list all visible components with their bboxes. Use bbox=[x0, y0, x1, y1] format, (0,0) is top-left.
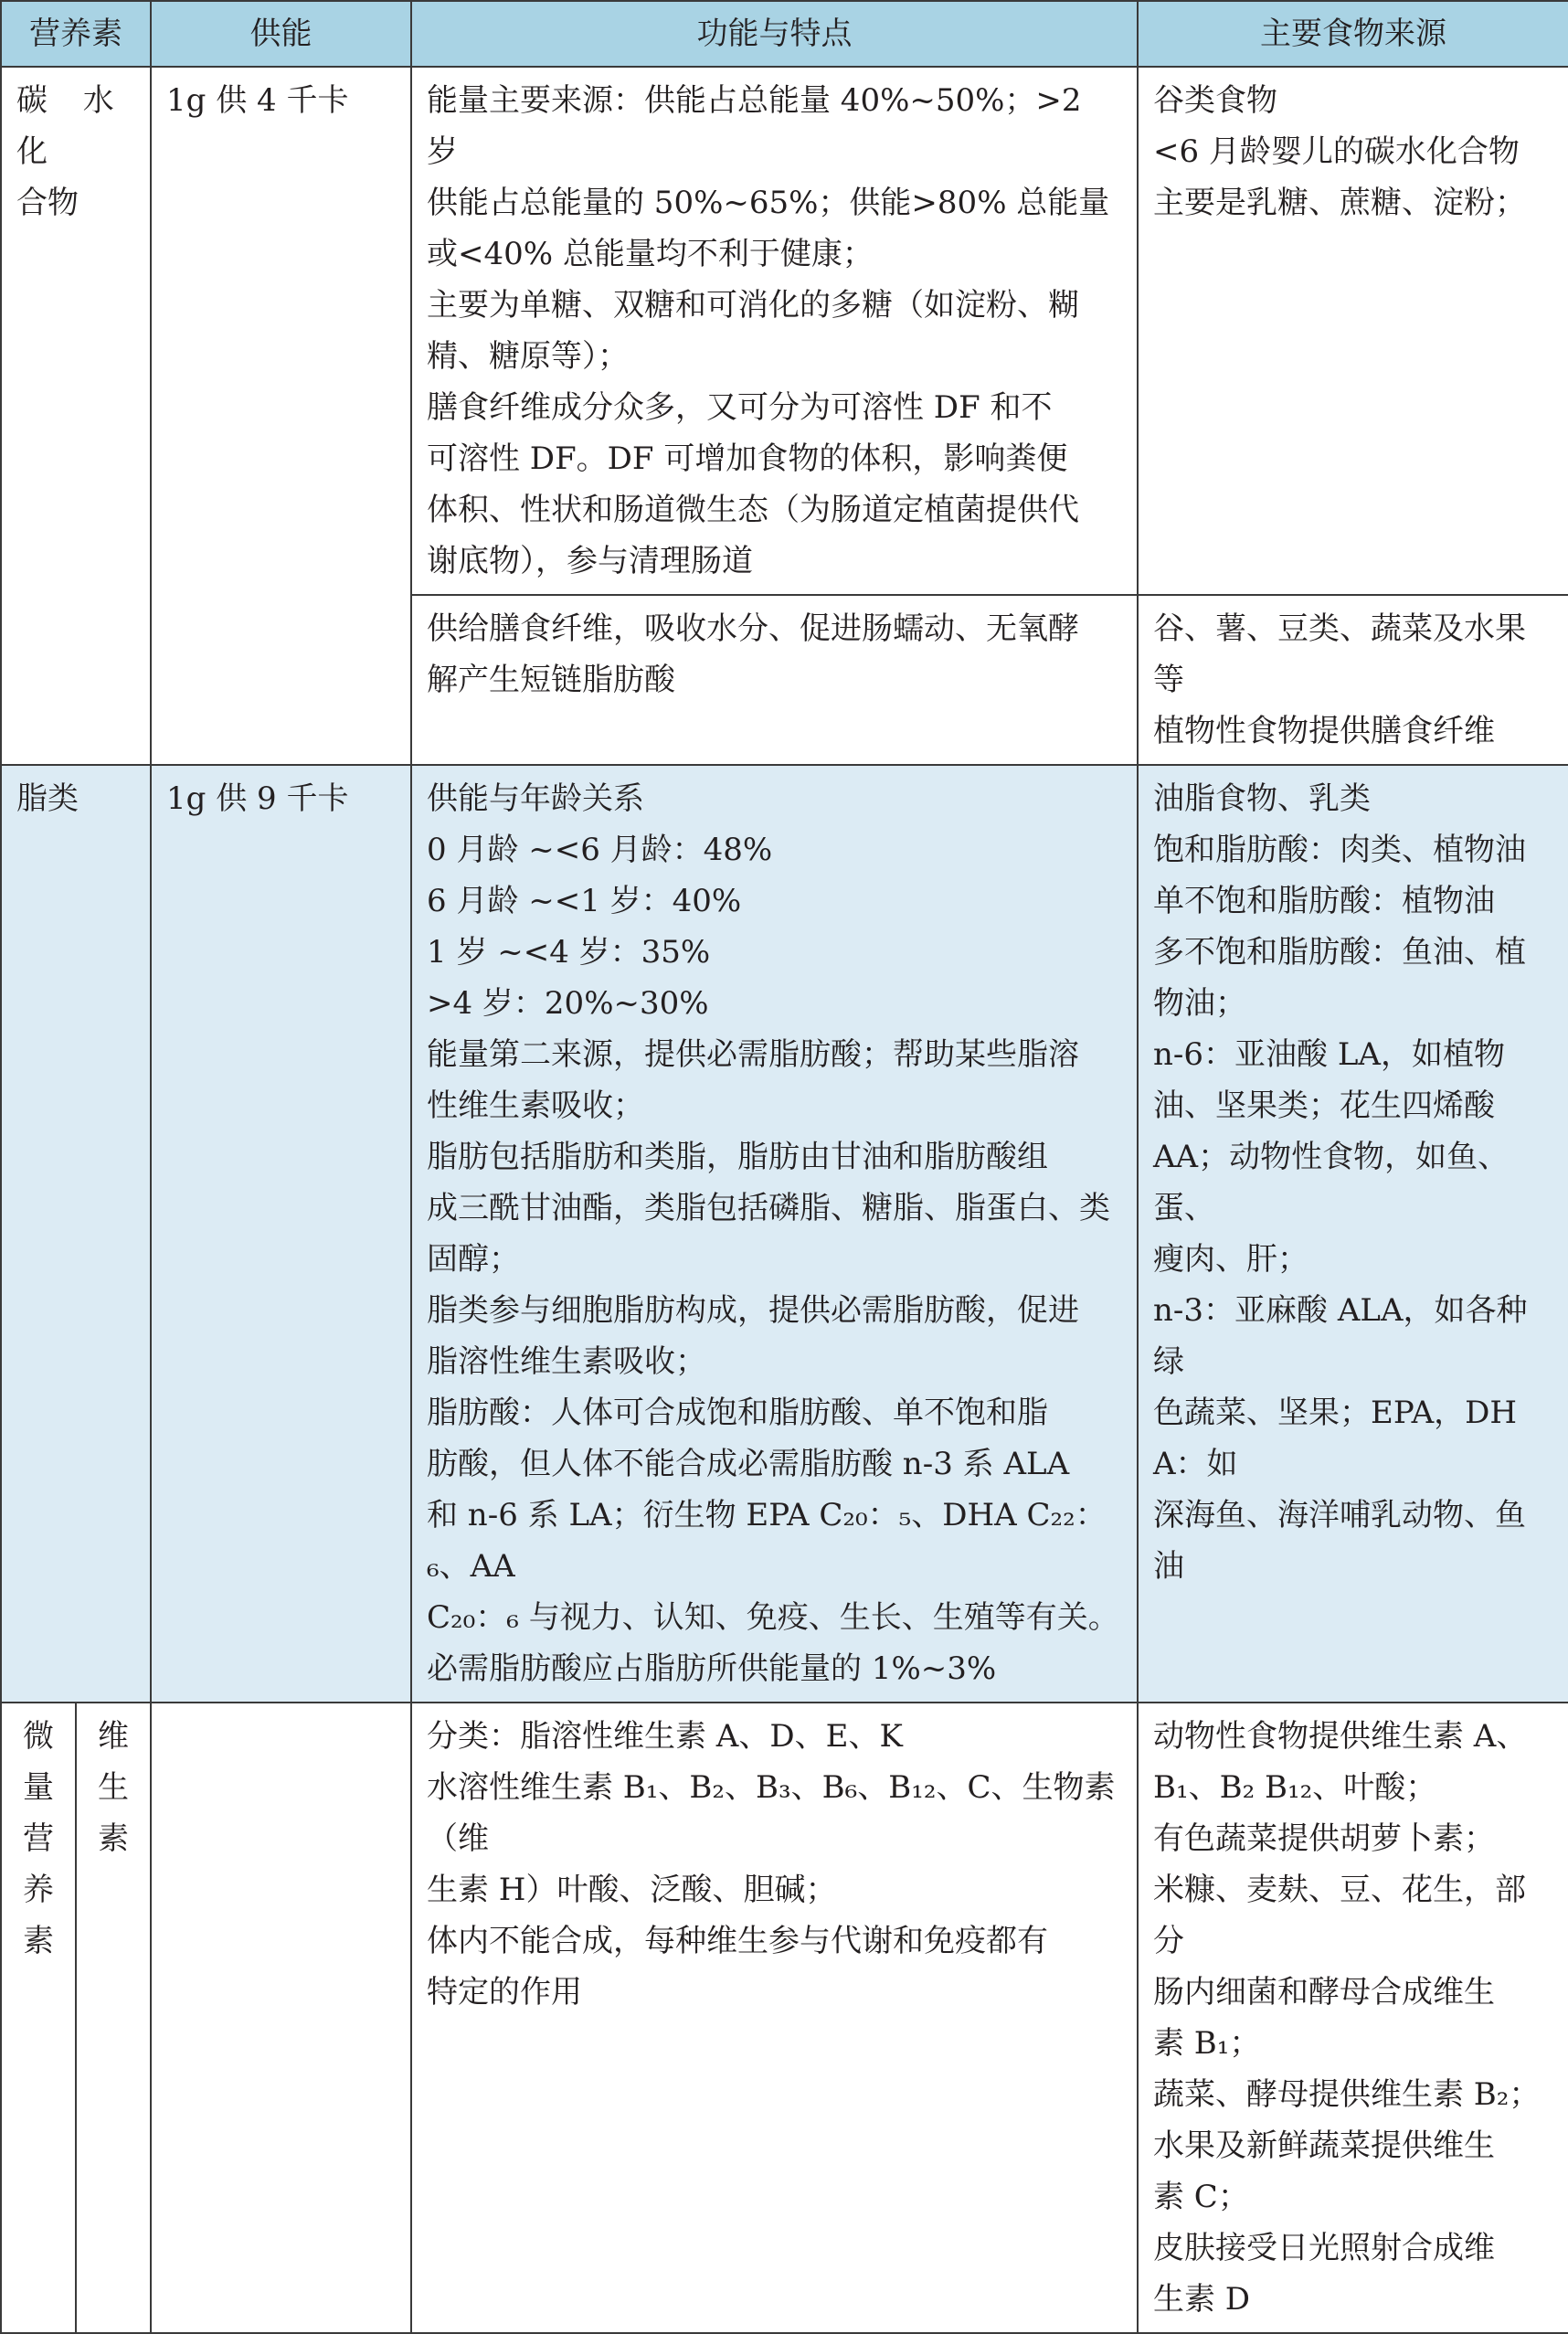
function-line: 能量第二来源，提供必需脂肪酸；帮助某些脂溶 bbox=[427, 1036, 1079, 1073]
source-line: 素 C； bbox=[1153, 2179, 1249, 2215]
function-line: 6 月龄 ~<1 岁：40% bbox=[427, 883, 742, 919]
source-line: 深海鱼、海洋哺乳动物、鱼油 bbox=[1153, 1497, 1526, 1585]
nutrient-name-line: 碳 水 化 bbox=[16, 82, 127, 170]
source-line: 主要是乳糖、蔗糖、淀粉； bbox=[1153, 185, 1526, 221]
micronutrient-char: 营 bbox=[23, 1820, 54, 1857]
source-line: 素 B₁； bbox=[1153, 2025, 1261, 2062]
function-line: 膳食纤维成分众多，又可分为可溶性 DF 和不 bbox=[427, 389, 1053, 426]
source-line: 肠内细菌和酵母合成维生 bbox=[1153, 1974, 1495, 2010]
source-fiber bbox=[1138, 595, 1568, 765]
source-line: 米糠、麦麸、豆、花生，部分 bbox=[1153, 1872, 1526, 1959]
energy-lipid: 1g 供 9 千卡 bbox=[151, 765, 411, 1703]
source-line: <6 月龄婴儿的碳水化合物 bbox=[1153, 133, 1520, 170]
nutrient-name-vitamin bbox=[76, 1703, 151, 2333]
source-line: 饱和脂肪酸：肉类、植物油 bbox=[1153, 832, 1526, 868]
source-line: 蔬菜、酵母提供维生素 B₂； bbox=[1153, 2076, 1541, 2113]
function-line: 0 月龄 ~<6 月龄：48% bbox=[427, 832, 773, 868]
header-nutrient: 营养素 bbox=[1, 1, 151, 67]
source-line: 植物性食物提供膳食纤维 bbox=[1153, 713, 1495, 749]
function-lipid bbox=[411, 765, 1138, 1703]
function-line: 固醇； bbox=[427, 1241, 520, 1278]
function-line: 体积、性状和肠道微生态（为肠道定植菌提供代 bbox=[427, 492, 1079, 528]
function-line: 肪酸，但人体不能合成必需脂肪酸 n-3 系 ALA bbox=[427, 1446, 1070, 1482]
source-vitamin bbox=[1138, 1703, 1568, 2333]
function-line: 或<40% 总能量均不利于健康； bbox=[427, 236, 874, 272]
micronutrient-char: 微 bbox=[23, 1718, 54, 1755]
function-line: 体内不能合成，每种维生参与代谢和免疫都有 bbox=[427, 1923, 1048, 1959]
function-line: 脂肪酸：人体可合成饱和脂肪酸、单不饱和脂 bbox=[427, 1395, 1048, 1431]
function-line: 水溶性维生素 B₁、B₂、B₃、B₆、B₁₂、C、生物素（维 bbox=[427, 1769, 1116, 1857]
source-line: n-6：亚油酸 LA，如植物 bbox=[1153, 1036, 1505, 1073]
table-row-carbohydrate bbox=[1, 67, 1568, 595]
source-lipid bbox=[1138, 765, 1568, 1703]
source-carbohydrate bbox=[1138, 67, 1568, 595]
source-line: 皮肤接受日光照射合成维 bbox=[1153, 2230, 1495, 2266]
nutrient-name-micronutrient bbox=[1, 1703, 76, 2333]
source-line: B₁、B₂ B₁₂、叶酸； bbox=[1153, 1769, 1437, 1806]
source-line: 色蔬菜、坚果；EPA，DHA：如 bbox=[1153, 1395, 1518, 1482]
source-line: 单不饱和脂肪酸：植物油 bbox=[1153, 883, 1495, 919]
function-line: 脂肪包括脂肪和类脂，脂肪由甘油和脂肪酸组 bbox=[427, 1139, 1048, 1175]
nutrient-name-lipid: 脂类 bbox=[1, 765, 151, 1703]
table-row-lipid bbox=[1, 765, 1568, 1703]
energy-vitamin bbox=[151, 1703, 411, 2333]
function-line: C₂₀：₆ 与视力、认知、免疫、生长、生殖等有关。 bbox=[427, 1599, 1119, 1636]
vitamin-char: 维 bbox=[98, 1718, 129, 1755]
function-line: 和 n-6 系 LA；衍生物 EPA C₂₀：₅、DHA C₂₂：₆、AA bbox=[427, 1497, 1107, 1585]
function-line: 脂类参与细胞脂肪构成，提供必需脂肪酸，促进 bbox=[427, 1292, 1079, 1329]
table-row-vitamin bbox=[1, 1703, 1568, 2333]
nutrient-name-carbohydrate bbox=[1, 67, 151, 765]
source-line: 瘦肉、肝； bbox=[1153, 1241, 1308, 1278]
function-fiber bbox=[411, 595, 1138, 765]
function-line: 脂溶性维生素吸收； bbox=[427, 1343, 706, 1380]
function-line: 特定的作用 bbox=[427, 1974, 582, 2010]
function-line: 分类：脂溶性维生素 A、D、E、K bbox=[427, 1718, 903, 1755]
function-line: 成三酰甘油酯，类脂包括磷脂、糖脂、脂蛋白、类 bbox=[427, 1190, 1110, 1226]
source-line: 多不饱和脂肪酸：鱼油、植 bbox=[1153, 934, 1526, 971]
source-line: 有色蔬菜提供胡萝卜素； bbox=[1153, 1820, 1495, 1857]
function-line: 解产生短链脂肪酸 bbox=[427, 662, 675, 698]
vitamin-char: 生 bbox=[98, 1769, 129, 1806]
function-line: 生素 H）叶酸、泛酸、胆碱； bbox=[427, 1872, 837, 1908]
energy-carbohydrate: 1g 供 4 千卡 bbox=[151, 67, 411, 765]
micronutrient-char: 量 bbox=[23, 1769, 54, 1806]
nutrient-name-line: 合物 bbox=[16, 185, 79, 221]
source-line: 动物性食物提供维生素 A、 bbox=[1153, 1718, 1528, 1755]
function-line: 性维生素吸收； bbox=[427, 1087, 644, 1124]
micronutrient-char: 素 bbox=[23, 1923, 54, 1959]
function-line: 供能与年龄关系 bbox=[427, 780, 644, 817]
function-line: 必需脂肪酸应占脂肪所供能量的 1%~3% bbox=[427, 1650, 997, 1687]
table-header-row bbox=[1, 1, 1568, 67]
source-line: AA；动物性食物，如鱼、蛋、 bbox=[1153, 1139, 1510, 1226]
source-line: 谷类食物 bbox=[1153, 82, 1277, 119]
header-function: 功能与特点 bbox=[411, 1, 1138, 67]
micronutrient-char: 养 bbox=[23, 1872, 54, 1908]
function-line: 供能占总能量的 50%~65%；供能>80% 总能量 bbox=[427, 185, 1110, 221]
source-line: 油、坚果类；花生四烯酸 bbox=[1153, 1087, 1495, 1124]
source-line: 生素 D bbox=[1153, 2281, 1251, 2318]
function-line: >4 岁：20%~30% bbox=[427, 985, 709, 1022]
source-line: 物油； bbox=[1153, 985, 1246, 1022]
source-line: 水果及新鲜蔬菜提供维生 bbox=[1153, 2127, 1495, 2164]
function-line: 供给膳食纤维，吸收水分、促进肠蠕动、无氧酵 bbox=[427, 610, 1079, 647]
function-line: 精、糖原等）； bbox=[427, 338, 629, 375]
function-line: 主要为单糖、双糖和可消化的多糖（如淀粉、糊 bbox=[427, 287, 1079, 324]
function-carbohydrate bbox=[411, 67, 1138, 595]
source-line: 谷、薯、豆类、蔬菜及水果等 bbox=[1153, 610, 1526, 698]
header-energy: 供能 bbox=[151, 1, 411, 67]
source-line: 油脂食物、乳类 bbox=[1153, 780, 1371, 817]
vitamin-char: 素 bbox=[98, 1820, 129, 1857]
function-vitamin bbox=[411, 1703, 1138, 2333]
source-line: n-3：亚麻酸 ALA，如各种绿 bbox=[1153, 1292, 1528, 1380]
header-source: 主要食物来源 bbox=[1138, 1, 1568, 67]
function-line: 可溶性 DF。DF 可增加食物的体积，影响粪便 bbox=[427, 440, 1068, 477]
function-line: 谢底物），参与清理肠道 bbox=[427, 543, 753, 579]
function-line: 1 岁 ~<4 岁：35% bbox=[427, 934, 711, 971]
function-line: 能量主要来源：供能占总能量 40%~50%；>2 岁 bbox=[427, 82, 1082, 170]
